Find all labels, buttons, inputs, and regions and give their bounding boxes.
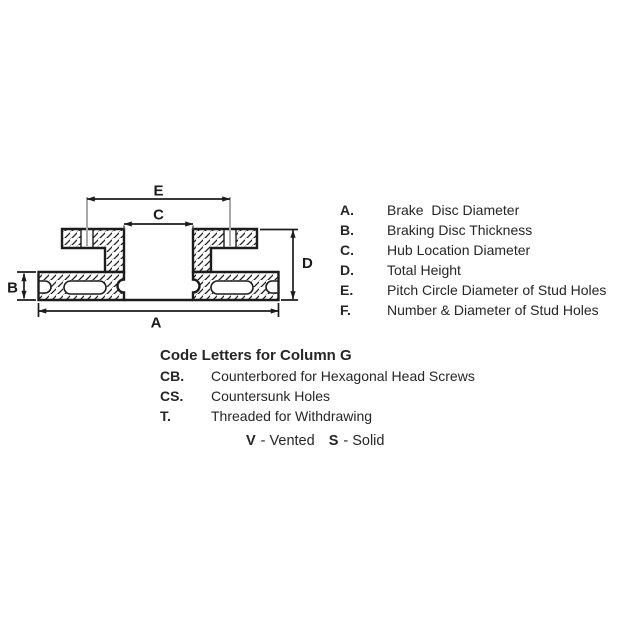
- legend-row-c: [340, 240, 636, 260]
- vent-slot: [64, 281, 106, 294]
- code-row-cb: [160, 366, 580, 386]
- legend-letter: F.: [340, 302, 351, 318]
- dimension-label-e: E: [153, 182, 164, 200]
- legend-description: Number & Diameter of Stud Holes: [387, 302, 599, 318]
- legend-letter: C.: [340, 242, 354, 258]
- type-key-solid: [329, 433, 385, 449]
- type-key-vented: [246, 433, 315, 449]
- code-description: Countersunk Holes: [211, 388, 331, 404]
- legend-letter: A.: [340, 202, 354, 218]
- code-letters-section: [160, 346, 580, 426]
- vent-slot: [211, 281, 253, 294]
- legend-description: Braking Disc Thickness: [387, 222, 533, 238]
- type-code: S: [328, 433, 339, 449]
- dimension-c: [124, 207, 193, 230]
- code-letter: CB.: [160, 368, 185, 384]
- type-key: [246, 433, 384, 449]
- type-text: - Vented: [260, 433, 315, 449]
- dimension-label-c: C: [153, 206, 164, 224]
- code-row-t: [160, 406, 580, 426]
- dimension-legend: [340, 200, 636, 320]
- code-letters-title: Code Letters for Column G: [160, 347, 352, 364]
- hub-flange-right: [193, 229, 257, 272]
- legend-row-f: [340, 300, 636, 320]
- code-description: Threaded for Withdrawing: [211, 408, 373, 424]
- code-letter: CS.: [160, 388, 184, 404]
- hub-flange-left: [62, 229, 124, 272]
- code-row-cs: [160, 386, 580, 406]
- legend-letter: B.: [340, 222, 354, 238]
- legend-description: Hub Location Diameter: [387, 242, 531, 258]
- legend-description: Pitch Circle Diameter of Stud Holes: [387, 282, 607, 298]
- disc-right: [193, 272, 290, 300]
- legend-description: Brake Disc Diameter: [387, 202, 520, 218]
- disc-left: [27, 272, 124, 300]
- legend-row-e: [340, 280, 636, 300]
- legend-description: Total Height: [387, 262, 461, 278]
- dimension-label-a: A: [150, 314, 162, 332]
- legend-letter: D.: [340, 262, 354, 278]
- legend-row-b: [340, 220, 636, 240]
- code-description: Counterbored for Hexagonal Head Screws: [211, 368, 475, 384]
- legend-letter: E.: [340, 282, 354, 298]
- type-text: - Solid: [343, 433, 385, 449]
- dimension-label-b: B: [7, 279, 18, 297]
- type-code: V: [246, 433, 256, 449]
- legend-row-a: [340, 200, 636, 220]
- dimension-a: [39, 303, 279, 332]
- dimension-b: [7, 272, 36, 300]
- code-letter: T.: [160, 408, 171, 424]
- legend-row-d: [340, 260, 636, 280]
- dimension-label-d: D: [302, 255, 313, 272]
